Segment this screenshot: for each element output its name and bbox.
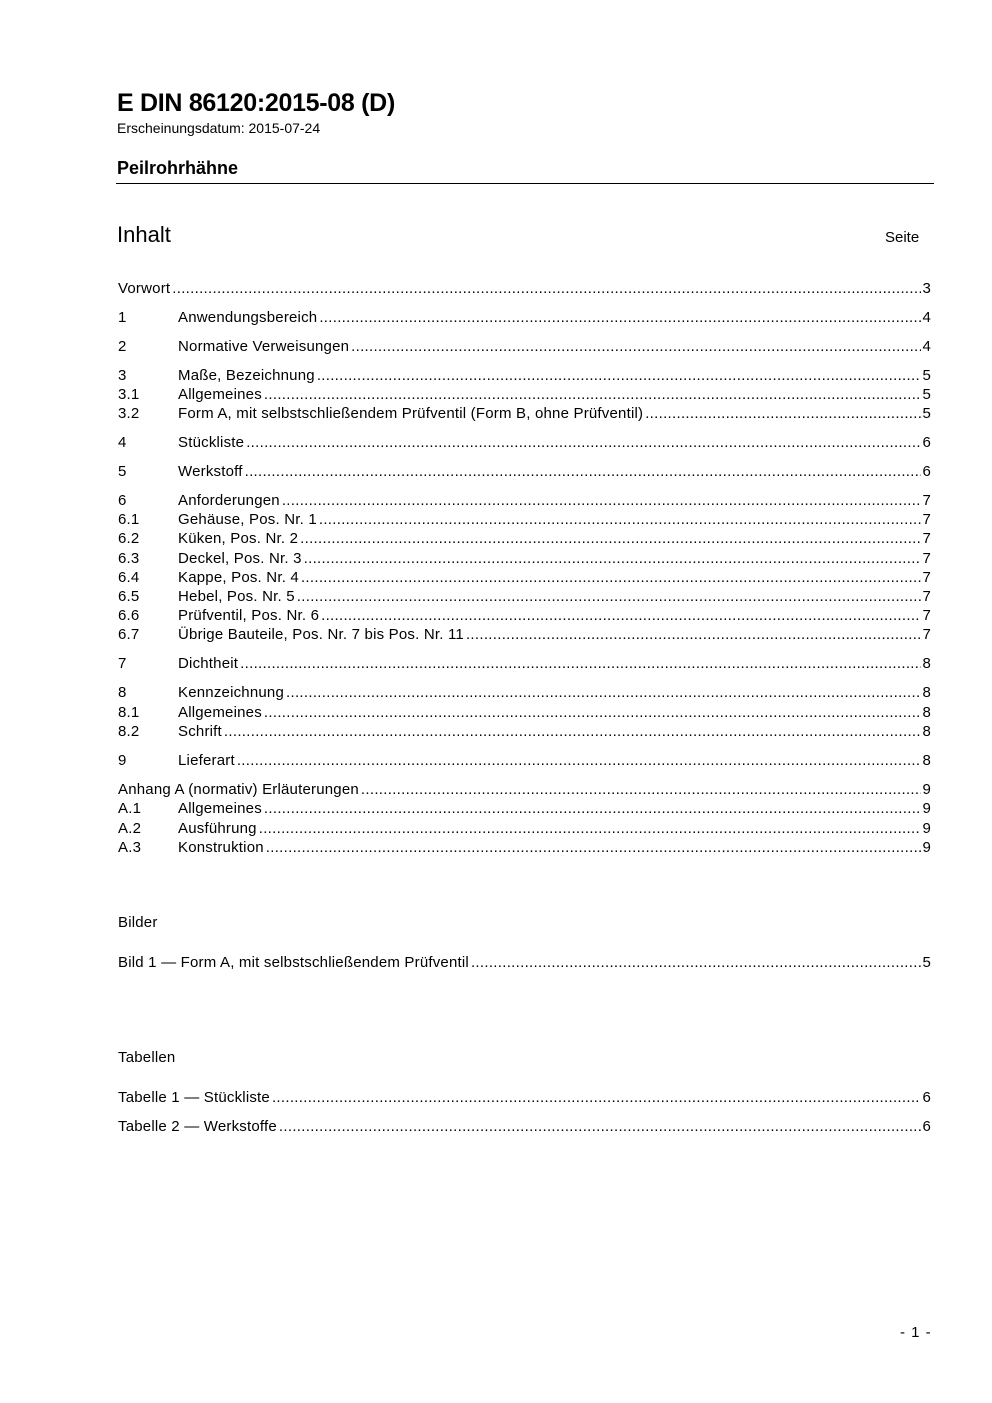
dot-leader <box>319 510 922 529</box>
toc-entry-number: 3.2 <box>118 405 140 422</box>
toc-entry[interactable] <box>118 799 931 818</box>
toc-entry[interactable] <box>118 751 931 770</box>
toc-entry-title: Allgemeines <box>178 386 262 403</box>
toc-entry-title: Vorwort <box>118 280 171 297</box>
toc-entry-page: 4 <box>922 338 931 355</box>
toc-entry-title: Bild 1 — Form A, mit selbstschließendem Prüfventil <box>118 954 469 971</box>
toc-entry-title: Werkstoff <box>178 463 243 480</box>
toc-entry-page: 5 <box>922 367 931 384</box>
toc-entry-page: 5 <box>922 954 931 971</box>
toc-entry-title: Anforderungen <box>178 492 280 509</box>
toc-entry-page: 7 <box>922 530 931 547</box>
toc-entry-title: Tabelle 2 — Werkstoffe <box>118 1118 277 1135</box>
toc-entry[interactable] <box>118 510 931 529</box>
toc-entry[interactable] <box>118 279 931 298</box>
dot-leader <box>245 462 922 481</box>
toc-entry-title: Küken, Pos. Nr. 2 <box>178 530 299 547</box>
toc-entry-number: 9 <box>118 752 127 769</box>
table-entry[interactable] <box>118 1117 931 1136</box>
toc-entry-number: 2 <box>118 338 127 355</box>
toc-entry[interactable] <box>118 404 931 423</box>
dot-leader <box>645 404 921 423</box>
toc-entry-page: 8 <box>922 752 931 769</box>
toc-entry-title: Tabelle 1 — Stückliste <box>118 1089 270 1106</box>
toc-entry-title: Anhang A (normativ) Erläuterungen <box>118 781 359 798</box>
toc-entry-number: 8.2 <box>118 723 140 740</box>
toc-page-column-label: Seite <box>885 229 920 246</box>
toc-entry-title: Hebel, Pos. Nr. 5 <box>178 588 295 605</box>
toc-entry-title: Ausführung <box>178 820 257 837</box>
dot-leader <box>264 703 922 722</box>
dot-leader <box>266 838 922 857</box>
dot-leader <box>279 1117 922 1136</box>
toc-entry-page: 6 <box>922 1118 931 1135</box>
toc-entry[interactable] <box>118 337 931 356</box>
toc-entry-title: Kennzeichnung <box>178 684 285 701</box>
toc-entry-page: 9 <box>922 800 931 817</box>
dot-leader <box>351 337 921 356</box>
dot-leader <box>300 529 921 548</box>
toc-entry-page: 8 <box>922 655 931 672</box>
publication-date: Erscheinungsdatum: 2015-07-24 <box>117 120 321 136</box>
toc-entry-number: 6 <box>118 492 127 509</box>
toc-entry[interactable] <box>118 433 931 452</box>
toc-entry-page: 7 <box>922 607 931 624</box>
toc-entry-title: Deckel, Pos. Nr. 3 <box>178 550 302 567</box>
document-subject: Peilrohrhähne <box>117 158 239 178</box>
toc-entry-number: 6.4 <box>118 569 140 586</box>
dot-leader <box>259 819 922 838</box>
toc-entry-page: 6 <box>922 463 931 480</box>
toc-entry-title: Normative Verweisungen <box>178 338 350 355</box>
toc-entry-page: 5 <box>922 386 931 403</box>
toc-entry[interactable] <box>118 462 931 481</box>
toc-entry-number: A.3 <box>118 839 142 856</box>
dot-leader <box>272 1088 921 1107</box>
toc-entry-number: 6.6 <box>118 607 140 624</box>
toc-entry-page: 9 <box>922 781 931 798</box>
dot-leader <box>240 654 921 673</box>
toc-title: Inhalt <box>117 222 171 247</box>
dot-leader <box>172 279 921 298</box>
toc-entry-page: 9 <box>922 820 931 837</box>
toc-entry-title: Konstruktion <box>178 839 264 856</box>
toc-entry-number: 6.7 <box>118 626 140 643</box>
toc-entry-number: 8 <box>118 684 127 701</box>
toc-entry-page: 6 <box>922 1089 931 1106</box>
toc-entry-title: Prüfventil, Pos. Nr. 6 <box>178 607 320 624</box>
toc-entry-title: Übrige Bauteile, Pos. Nr. 7 bis Pos. Nr. 11 <box>178 626 464 643</box>
dot-leader <box>317 366 922 385</box>
dot-leader <box>319 308 921 327</box>
toc-entry[interactable] <box>118 529 931 548</box>
toc-entry[interactable] <box>118 491 931 510</box>
toc-entry-title: Kappe, Pos. Nr. 4 <box>178 569 299 586</box>
toc-entry-number: 3 <box>118 367 127 384</box>
dot-leader <box>361 780 922 799</box>
toc-entry-number: 3.1 <box>118 386 140 403</box>
toc-entry-number: 8.1 <box>118 704 140 721</box>
toc-entry-page: 8 <box>922 723 931 740</box>
toc-entry[interactable] <box>118 780 931 799</box>
toc-entry-page: 7 <box>922 550 931 567</box>
toc-entry-page: 5 <box>922 405 931 422</box>
toc-entry-title: Maße, Bezeichnung <box>178 367 315 384</box>
dot-leader <box>224 722 922 741</box>
toc-entry-page: 7 <box>922 492 931 509</box>
toc-entry[interactable] <box>118 625 931 644</box>
toc-entry-page: 8 <box>922 704 931 721</box>
tables-heading: Tabellen <box>118 1049 176 1066</box>
toc-entry-number: 7 <box>118 655 127 672</box>
toc-entry-number: 5 <box>118 463 127 480</box>
table-entry[interactable] <box>118 1088 931 1107</box>
dot-leader <box>304 549 922 568</box>
toc-entry-title: Anwendungsbereich <box>178 309 318 326</box>
toc-entry[interactable] <box>118 308 931 327</box>
toc-entry-title: Schrift <box>178 723 222 740</box>
toc-entry-page: 9 <box>922 839 931 856</box>
dot-leader <box>321 606 921 625</box>
toc-entry-title: Stückliste <box>178 434 245 451</box>
toc-entry[interactable] <box>118 568 931 587</box>
toc-entry[interactable] <box>118 606 931 625</box>
toc-entry-number: A.1 <box>118 800 142 817</box>
dot-leader <box>301 568 921 587</box>
toc-entry-page: 7 <box>922 569 931 586</box>
dot-leader <box>264 385 922 404</box>
toc-entry[interactable] <box>118 385 931 404</box>
toc-entry-title: Lieferart <box>178 752 235 769</box>
toc-entry-title: Allgemeines <box>178 800 262 817</box>
toc-entry[interactable] <box>118 838 931 857</box>
toc-entry-number: 6.3 <box>118 550 140 567</box>
toc-entry-page: 7 <box>922 588 931 605</box>
toc-entry-page: 7 <box>922 626 931 643</box>
toc-entry-number: 6.5 <box>118 588 140 605</box>
toc-entry[interactable] <box>118 654 931 673</box>
toc-entry[interactable] <box>118 549 931 568</box>
dot-leader <box>297 587 922 606</box>
document-id: E DIN 86120:2015-08 (D) <box>117 89 395 117</box>
dot-leader <box>246 433 921 452</box>
dot-leader <box>237 751 922 770</box>
toc-entry[interactable] <box>118 703 931 722</box>
dot-leader <box>264 799 922 818</box>
toc-entry[interactable] <box>118 587 931 606</box>
toc-entry[interactable] <box>118 722 931 741</box>
toc-entry-number: A.2 <box>118 820 142 837</box>
toc-entry-title: Form A, mit selbstschließendem Prüfventil (Form B, ohne Prüfventil) <box>178 405 644 422</box>
toc-entry-number: 6.1 <box>118 511 140 528</box>
toc-entry-title: Gehäuse, Pos. Nr. 1 <box>178 511 317 528</box>
toc-entry[interactable] <box>118 683 931 702</box>
toc-entry-page: 3 <box>922 280 931 297</box>
figures-heading: Bilder <box>118 914 158 931</box>
toc-entry-page: 4 <box>922 309 931 326</box>
dot-leader <box>282 491 922 510</box>
toc-entry-number: 1 <box>118 309 127 326</box>
dot-leader <box>286 683 921 702</box>
dot-leader <box>471 953 922 972</box>
toc-entry-title: Dichtheit <box>178 655 239 672</box>
toc-entry-number: 4 <box>118 434 127 451</box>
toc-entry-page: 8 <box>922 684 931 701</box>
figure-entry[interactable] <box>118 953 931 972</box>
toc-entry[interactable] <box>118 366 931 385</box>
toc-entry-title: Allgemeines <box>178 704 262 721</box>
page-number: - 1 - <box>900 1324 932 1341</box>
header-divider <box>116 183 934 184</box>
toc-entry-page: 7 <box>922 511 931 528</box>
toc-entry[interactable] <box>118 819 931 838</box>
toc-entry-number: 6.2 <box>118 530 140 547</box>
dot-leader <box>466 625 921 644</box>
toc-entry-page: 6 <box>922 434 931 451</box>
